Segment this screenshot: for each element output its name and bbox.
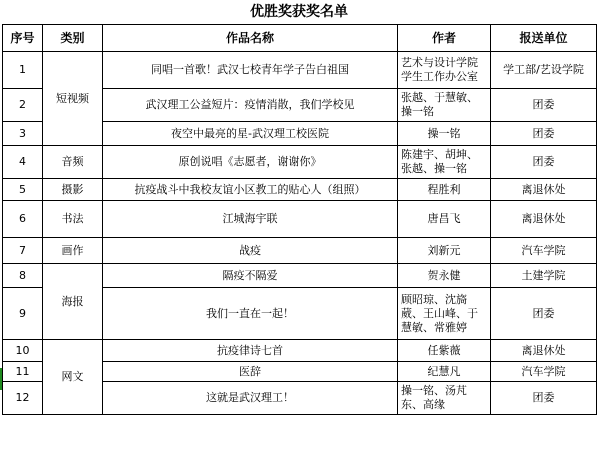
cell-work[interactable]: 武汉理工公益短片：疫情消散，我们学校见: [103, 89, 398, 122]
cell-unit[interactable]: 团委: [491, 382, 597, 415]
cell-work[interactable]: 这就是武汉理工！: [103, 382, 398, 415]
cell-category[interactable]: 书法: [43, 201, 103, 238]
table-row: [3, 201, 597, 238]
table-row: [3, 146, 597, 179]
cell-unit[interactable]: 团委: [491, 288, 597, 340]
cell-category[interactable]: 短视频: [43, 52, 103, 146]
cell-no[interactable]: 3: [3, 122, 43, 146]
header-no[interactable]: 序号: [3, 25, 43, 52]
cell-unit[interactable]: 土建学院: [491, 264, 597, 288]
cell-author[interactable]: 艺术与设计学院学生工作办公室: [398, 52, 491, 89]
cell-author[interactable]: 张越、于慧敏、操一铭: [398, 89, 491, 122]
cell-work[interactable]: 抗疫战斗中我校友谊小区教工的贴心人（组照）: [103, 179, 398, 201]
cell-category[interactable]: 画作: [43, 238, 103, 264]
cell-author[interactable]: 刘新元: [398, 238, 491, 264]
cell-author[interactable]: 顾昭琼、沈旖葳、王山峰、于慧敏、常雅婷: [398, 288, 491, 340]
cell-no[interactable]: 6: [3, 201, 43, 238]
cell-work[interactable]: 我们一直在一起！: [103, 288, 398, 340]
sheet-title: 优胜奖获奖名单: [250, 4, 348, 20]
table-row: [3, 52, 597, 89]
cell-no[interactable]: 4: [3, 146, 43, 179]
cell-work[interactable]: 医辞: [103, 362, 398, 382]
header-category[interactable]: 类别: [43, 25, 103, 52]
cell-work[interactable]: 原创说唱《志愿者，谢谢你》: [103, 146, 398, 179]
cell-unit[interactable]: 汽车学院: [491, 362, 597, 382]
cell-unit[interactable]: 离退休处: [491, 201, 597, 238]
header-row: [3, 25, 597, 52]
cell-author[interactable]: 任紫薇: [398, 340, 491, 362]
cell-unit[interactable]: 团委: [491, 122, 597, 146]
cell-category[interactable]: 音频: [43, 146, 103, 179]
award-table: [2, 24, 597, 415]
cell-no[interactable]: 7: [3, 238, 43, 264]
cell-no[interactable]: 11: [3, 362, 43, 382]
table-row: [3, 340, 597, 362]
cell-work[interactable]: 同唱一首歌！武汉七校青年学子告白祖国: [103, 52, 398, 89]
cell-category[interactable]: 网文: [43, 340, 103, 415]
cell-work[interactable]: 抗疫律诗七首: [103, 340, 398, 362]
header-work[interactable]: 作品名称: [103, 25, 398, 52]
cell-author[interactable]: 程胜利: [398, 179, 491, 201]
header-unit[interactable]: 报送单位: [491, 25, 597, 52]
cell-no[interactable]: 1: [3, 52, 43, 89]
cell-category[interactable]: 摄影: [43, 179, 103, 201]
cell-author[interactable]: 操一铭: [398, 122, 491, 146]
cell-unit[interactable]: 汽车学院: [491, 238, 597, 264]
cell-author[interactable]: 唐昌飞: [398, 201, 491, 238]
cell-unit[interactable]: 团委: [491, 146, 597, 179]
cell-unit[interactable]: 离退休处: [491, 179, 597, 201]
table-row: [3, 238, 597, 264]
cell-unit[interactable]: 离退休处: [491, 340, 597, 362]
cell-author[interactable]: 陈建宇、胡坤、张越、操一铭: [398, 146, 491, 179]
cell-author[interactable]: 操一铭、汤芃东、高缘: [398, 382, 491, 415]
cell-no[interactable]: 5: [3, 179, 43, 201]
header-author[interactable]: 作者: [398, 25, 491, 52]
cell-unit[interactable]: 学工部/艺设学院: [491, 52, 597, 89]
cell-work[interactable]: 江城海宇联: [103, 201, 398, 238]
cell-work[interactable]: 夜空中最亮的星-武汉理工校医院: [103, 122, 398, 146]
table-row: [3, 179, 597, 201]
table-row: [3, 264, 597, 288]
cell-author[interactable]: 纪慧凡: [398, 362, 491, 382]
cell-no[interactable]: 2: [3, 89, 43, 122]
cell-no[interactable]: 12: [3, 382, 43, 415]
cell-author[interactable]: 贺永健: [398, 264, 491, 288]
cell-work[interactable]: 隔疫不隔爱: [103, 264, 398, 288]
cell-no[interactable]: 9: [3, 288, 43, 340]
cell-category[interactable]: 海报: [43, 264, 103, 340]
cell-unit[interactable]: 团委: [491, 89, 597, 122]
cell-no[interactable]: 8: [3, 264, 43, 288]
cell-no[interactable]: 10: [3, 340, 43, 362]
cell-work[interactable]: 战疫: [103, 238, 398, 264]
